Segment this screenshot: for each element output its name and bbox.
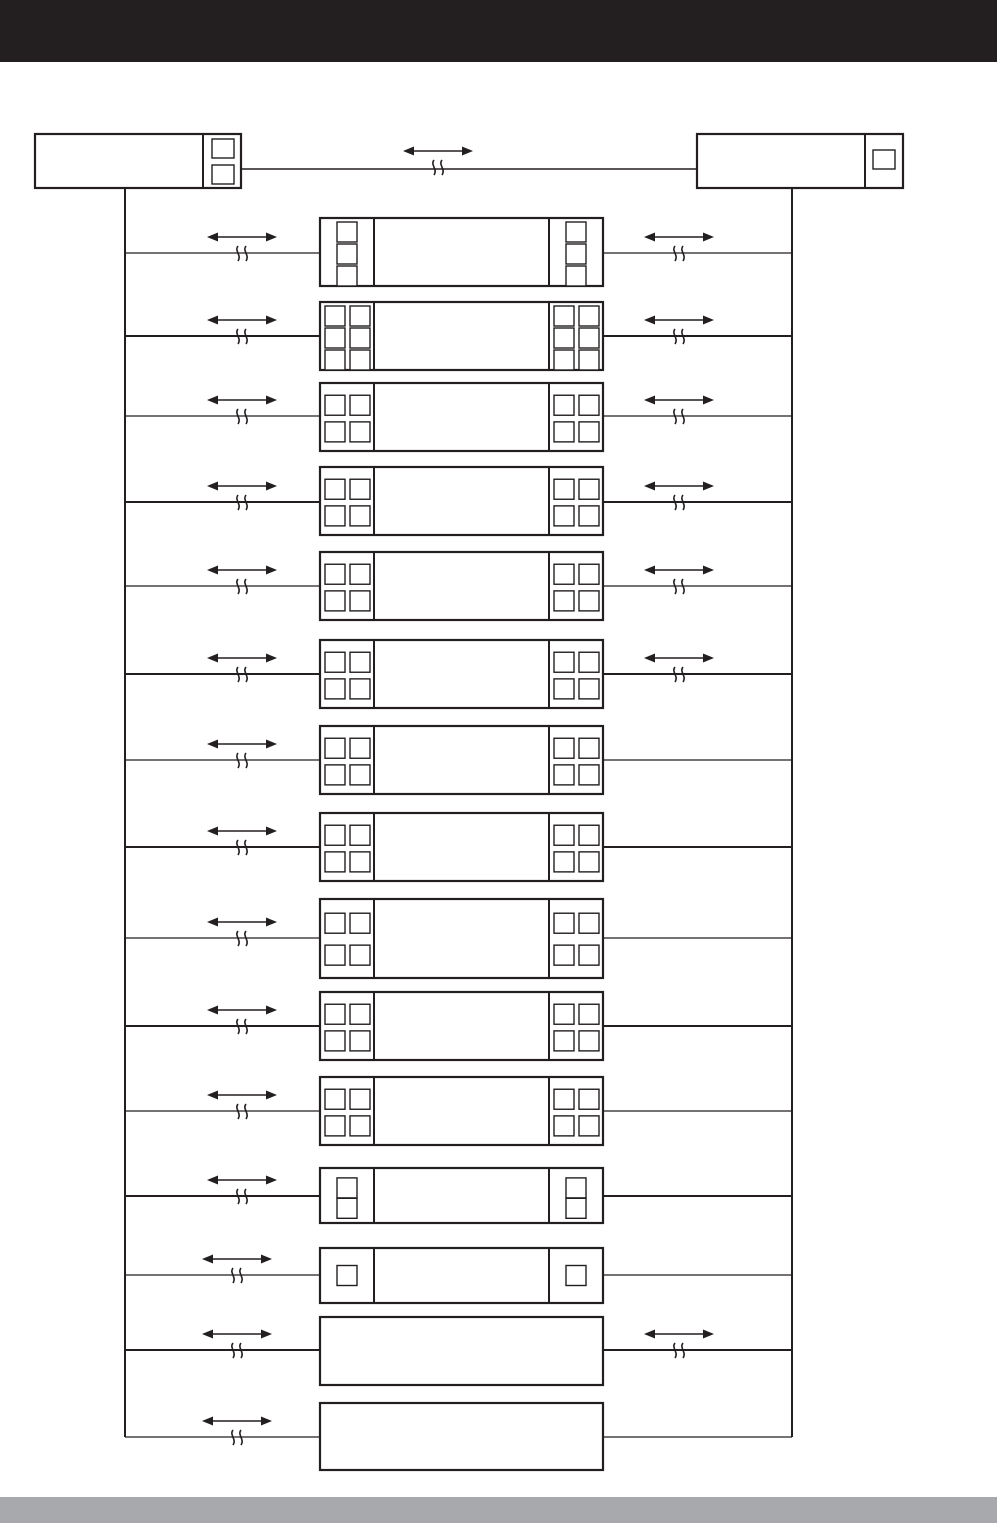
device-unit <box>125 1317 792 1385</box>
bidirectional-arrow <box>207 1006 277 1035</box>
unit-port <box>554 738 574 758</box>
unit-port <box>350 1089 370 1109</box>
device-unit <box>125 383 792 451</box>
unit-port <box>325 422 345 442</box>
unit-port <box>325 1089 345 1109</box>
unit-port <box>554 1089 574 1109</box>
unit-box <box>320 899 603 978</box>
unit-port <box>554 564 574 584</box>
unit-port <box>350 738 370 758</box>
arrowhead-left <box>207 1176 218 1185</box>
bidirectional-arrow <box>644 654 714 683</box>
device-unit <box>125 1248 792 1303</box>
unit-port <box>325 765 345 785</box>
unit-port <box>554 913 574 933</box>
unit-port <box>325 350 345 370</box>
bidirectional-arrow <box>644 396 714 425</box>
footer-bar <box>0 1497 997 1523</box>
bidirectional-arrow <box>207 396 277 425</box>
arrowhead-left <box>207 654 218 663</box>
unit-box <box>320 1168 603 1223</box>
bidirectional-arrow <box>207 316 277 345</box>
arrowhead-left <box>202 1255 213 1264</box>
bidirectional-arrow <box>207 827 277 856</box>
bidirectional-arrow <box>644 1330 714 1359</box>
unit-port <box>325 1116 345 1136</box>
bidirectional-arrow <box>403 147 473 176</box>
unit-port <box>325 306 345 326</box>
unit-port <box>325 506 345 526</box>
unit-port <box>554 945 574 965</box>
arrowhead-left <box>644 482 655 491</box>
unit-port <box>325 1031 345 1051</box>
bidirectional-arrow <box>207 1176 277 1205</box>
unit-port <box>350 591 370 611</box>
unit-port <box>566 244 586 264</box>
arrowhead-right <box>266 316 277 325</box>
unit-port <box>554 679 574 699</box>
unit-port <box>554 1031 574 1051</box>
unit-port <box>325 652 345 672</box>
unit-port <box>554 1116 574 1136</box>
unit-port <box>554 350 574 370</box>
arrowhead-right <box>266 740 277 749</box>
arrowhead-right <box>266 233 277 242</box>
bidirectional-arrow <box>207 233 277 262</box>
unit-box <box>320 1317 603 1385</box>
device-unit <box>125 302 792 370</box>
arrowhead-right <box>266 1176 277 1185</box>
unit-port <box>350 1116 370 1136</box>
unit-box <box>320 218 603 286</box>
arrowhead-right <box>703 482 714 491</box>
bidirectional-arrow <box>207 918 277 947</box>
unit-port <box>579 306 599 326</box>
unit-port <box>337 1178 357 1198</box>
unit-port <box>579 1004 599 1024</box>
unit-box <box>320 1403 603 1470</box>
bidirectional-arrow <box>202 1255 272 1284</box>
unit-port <box>350 945 370 965</box>
unit-port <box>554 852 574 872</box>
unit-port <box>350 395 370 415</box>
controller-port <box>873 150 895 169</box>
unit-port <box>350 913 370 933</box>
unit-port <box>350 652 370 672</box>
device-unit <box>125 992 792 1060</box>
unit-port <box>579 350 599 370</box>
device-unit <box>125 899 792 978</box>
unit-port <box>337 244 357 264</box>
arrowhead-right <box>266 566 277 575</box>
unit-port <box>337 1198 357 1218</box>
arrowhead-left <box>644 233 655 242</box>
bidirectional-arrow <box>207 1091 277 1120</box>
unit-box <box>320 1248 603 1303</box>
device-unit <box>125 552 792 620</box>
unit-port <box>337 222 357 242</box>
unit-port <box>579 913 599 933</box>
unit-port <box>325 945 345 965</box>
unit-port <box>579 1089 599 1109</box>
arrowhead-right <box>266 1091 277 1100</box>
unit-port <box>579 591 599 611</box>
unit-port <box>350 350 370 370</box>
unit-port <box>325 913 345 933</box>
main-controller-box <box>35 134 241 188</box>
arrowhead-left <box>207 918 218 927</box>
unit-port <box>554 395 574 415</box>
controller-port <box>212 165 234 184</box>
arrowhead-right <box>266 396 277 405</box>
unit-port <box>566 222 586 242</box>
unit-port <box>579 852 599 872</box>
bidirectional-arrow <box>644 316 714 345</box>
unit-port <box>579 328 599 348</box>
arrowhead-left <box>207 482 218 491</box>
unit-port <box>325 564 345 584</box>
unit-port <box>579 564 599 584</box>
arrowhead-left <box>207 827 218 836</box>
bidirectional-arrow <box>207 482 277 511</box>
unit-port <box>554 479 574 499</box>
arrowhead-right <box>703 316 714 325</box>
bidirectional-arrow <box>644 482 714 511</box>
arrowhead-left <box>644 654 655 663</box>
unit-port <box>566 1266 586 1286</box>
line-break-mark <box>433 160 435 175</box>
arrowhead-left <box>207 1091 218 1100</box>
unit-port <box>350 765 370 785</box>
unit-port <box>579 765 599 785</box>
unit-port <box>579 738 599 758</box>
controller-port <box>212 139 234 158</box>
unit-port <box>554 328 574 348</box>
device-unit <box>125 467 792 535</box>
unit-port <box>350 852 370 872</box>
arrowhead-right <box>703 233 714 242</box>
device-unit <box>125 1077 792 1145</box>
unit-port <box>554 652 574 672</box>
bidirectional-arrow <box>403 147 473 176</box>
bidirectional-arrow <box>644 233 714 262</box>
arrowhead-left <box>207 233 218 242</box>
unit-port <box>350 328 370 348</box>
unit-port <box>350 825 370 845</box>
bidirectional-arrow <box>644 566 714 595</box>
arrowhead-left <box>644 316 655 325</box>
arrowhead-left <box>202 1330 213 1339</box>
unit-port <box>554 1004 574 1024</box>
unit-port <box>350 1004 370 1024</box>
unit-port <box>350 564 370 584</box>
arrowhead-right <box>266 654 277 663</box>
unit-port <box>554 306 574 326</box>
unit-port <box>325 1004 345 1024</box>
arrowhead-left <box>403 147 414 156</box>
unit-port <box>350 506 370 526</box>
unit-port <box>325 395 345 415</box>
arrowhead-left <box>207 316 218 325</box>
unit-port <box>579 945 599 965</box>
device-unit <box>125 1403 792 1470</box>
unit-port <box>350 306 370 326</box>
arrowhead-right <box>703 396 714 405</box>
bidirectional-arrow <box>207 654 277 683</box>
unit-port <box>566 266 586 286</box>
unit-port <box>579 422 599 442</box>
bidirectional-arrow <box>207 566 277 595</box>
bidirectional-arrow <box>202 1330 272 1359</box>
unit-port <box>325 738 345 758</box>
arrowhead-left <box>207 396 218 405</box>
arrowhead-left <box>207 566 218 575</box>
unit-port <box>337 266 357 286</box>
unit-port <box>325 852 345 872</box>
arrowhead-right <box>261 1330 272 1339</box>
arrowhead-right <box>266 482 277 491</box>
arrowhead-left <box>644 1330 655 1339</box>
unit-port <box>566 1178 586 1198</box>
unit-port <box>350 479 370 499</box>
unit-port <box>554 825 574 845</box>
unit-port <box>350 422 370 442</box>
unit-port <box>579 479 599 499</box>
arrowhead-right <box>462 147 473 156</box>
unit-port <box>325 479 345 499</box>
arrowhead-right <box>266 918 277 927</box>
arrowhead-left <box>207 1006 218 1015</box>
device-unit <box>125 218 792 286</box>
unit-port <box>579 652 599 672</box>
unit-port <box>554 765 574 785</box>
unit-port <box>325 679 345 699</box>
unit-port <box>579 506 599 526</box>
unit-port <box>566 1198 586 1218</box>
unit-port <box>325 328 345 348</box>
unit-port <box>350 1031 370 1051</box>
unit-port <box>325 591 345 611</box>
arrowhead-right <box>261 1255 272 1264</box>
arrowhead-left <box>202 1417 213 1426</box>
unit-port <box>325 825 345 845</box>
device-unit <box>125 726 792 794</box>
unit-port <box>554 591 574 611</box>
arrowhead-right <box>703 654 714 663</box>
arrowhead-left <box>207 740 218 749</box>
bidirectional-arrow <box>207 740 277 769</box>
secondary-controller-box <box>697 134 903 188</box>
arrowhead-right <box>703 1330 714 1339</box>
unit-port <box>579 395 599 415</box>
arrowhead-right <box>261 1417 272 1426</box>
device-unit <box>125 813 792 881</box>
unit-port <box>579 1031 599 1051</box>
arrowhead-right <box>703 566 714 575</box>
unit-port <box>579 679 599 699</box>
arrowhead-right <box>266 1006 277 1015</box>
unit-port <box>350 679 370 699</box>
arrowhead-left <box>644 396 655 405</box>
device-unit <box>125 1168 792 1223</box>
unit-port <box>554 422 574 442</box>
unit-port <box>579 825 599 845</box>
unit-port <box>554 506 574 526</box>
arrowhead-right <box>266 827 277 836</box>
unit-port <box>579 1116 599 1136</box>
unit-port <box>337 1266 357 1286</box>
line-break-mark <box>441 160 443 175</box>
device-unit <box>125 640 792 708</box>
bidirectional-arrow <box>202 1417 272 1446</box>
arrowhead-left <box>644 566 655 575</box>
